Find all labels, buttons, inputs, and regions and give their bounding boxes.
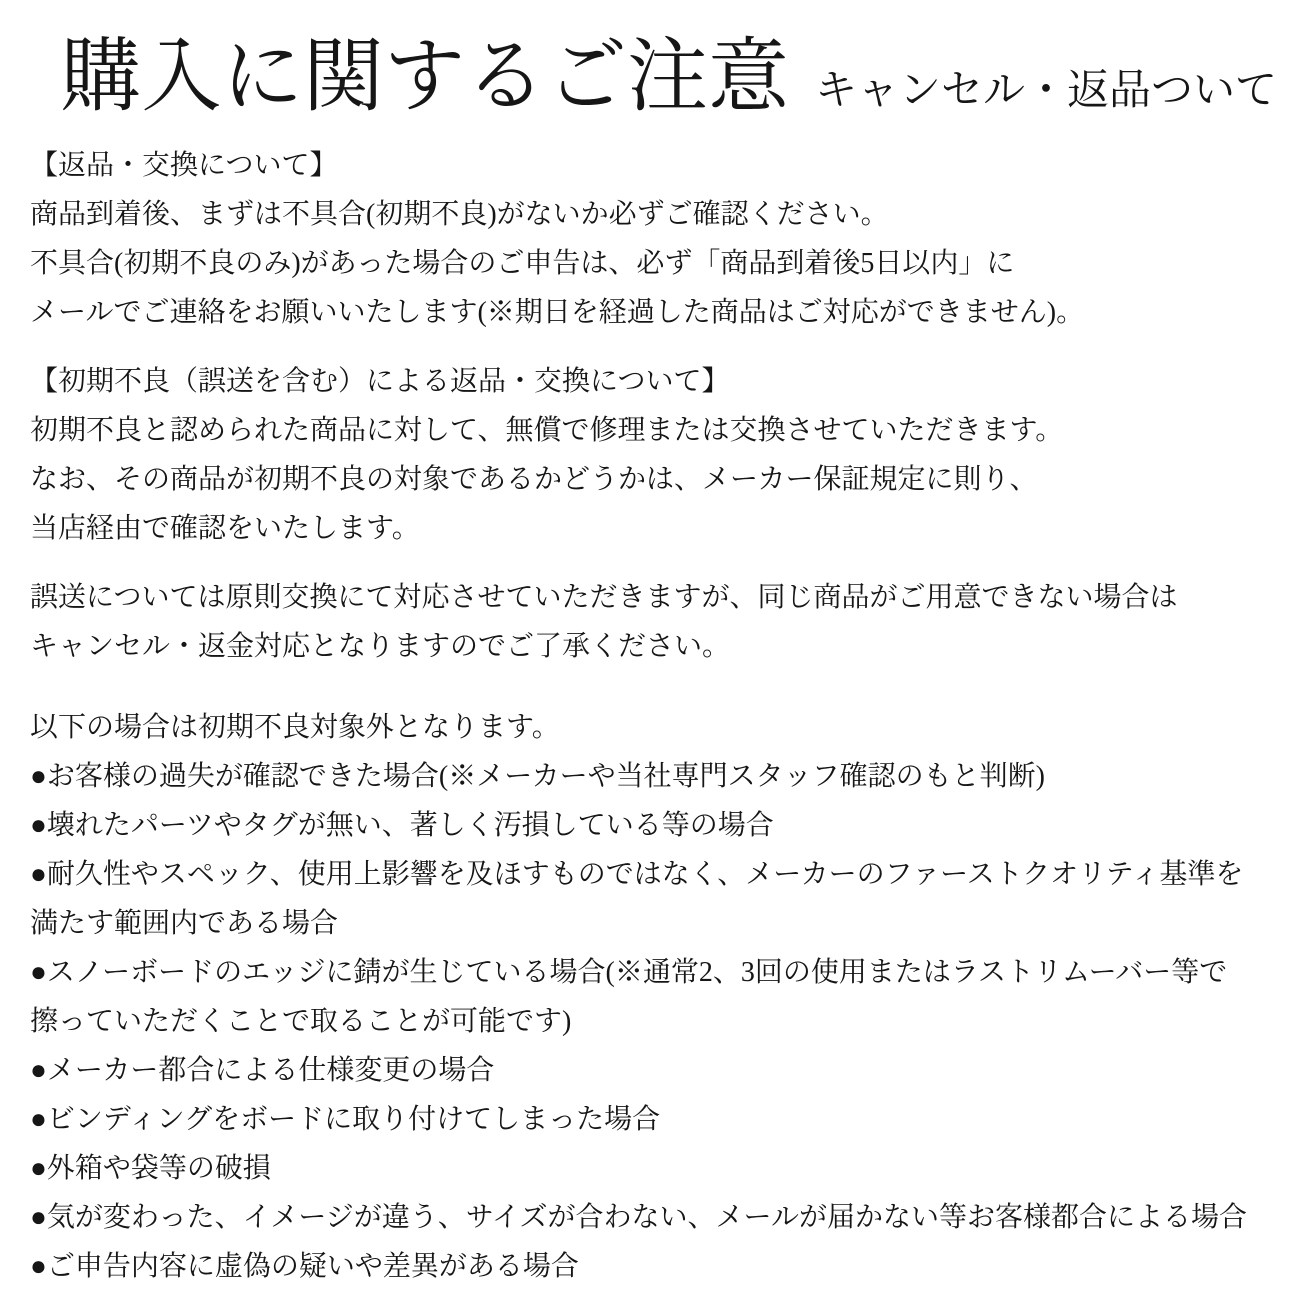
text-line: 商品到着後、まずは不具合(初期不良)がないか必ずご確認ください。 <box>30 199 889 231</box>
page-subtitle: キャンセル・返品ついて <box>815 68 1278 114</box>
bullet-item: ●気が変わった、イメージが違う、サイズが合わない、メールが届かない等お客様都合による場合 <box>30 1202 1247 1234</box>
bullet-item: ●お客様の過失が確認できた場合(※メーカーや当社専門スタッフ確認のもと判断) <box>30 761 1046 793</box>
text-line: メールでご連絡をお願いいたします(※期日を経過した商品はご対応ができません)。 <box>30 297 1085 329</box>
text-line: 当店経由で確認をいたします。 <box>30 513 420 545</box>
exclusions-intro: 以下の場合は初期不良対象外となります。 <box>30 712 560 744</box>
page-title: 購入に関するご注意 <box>60 32 790 122</box>
section-exclusions <box>30 703 1272 1291</box>
bullet-item: ●外箱や袋等の破損 <box>30 1153 271 1185</box>
bullet-item: ●ご申告内容に虚偽の疑いや差異がある場合 <box>30 1251 579 1283</box>
bullet-item: ●ビンディングをボードに取り付けてしまった場合 <box>30 1104 661 1136</box>
section-initial-defect <box>30 357 1272 553</box>
text-line: 初期不良と認められた商品に対して、無償で修理または交換させていただきます。 <box>30 415 1064 447</box>
bullet-item: ●スノーボードのエッジに錆が生じている場合(※通常2、3回の使用またはラストリムーバー等で <box>30 957 1228 989</box>
text-line: キャンセル・返金対応となりますのでご了承ください。 <box>30 631 731 663</box>
bullet-item: ●壊れたパーツやタグが無い、著しく汚損している等の場合 <box>30 810 774 842</box>
text-line: 不具合(初期不良のみ)があった場合のご申告は、必ず「商品到着後5日以内」に <box>30 248 1015 280</box>
section-heading: 【初期不良（誤送を含む）による返品・交換について】 <box>30 366 730 398</box>
text-line: なお、その商品が初期不良の対象であるかどうかは、メーカー保証規定に則り、 <box>30 464 1038 496</box>
bullet-item: ●メーカー都合による仕様変更の場合 <box>30 1055 495 1087</box>
bullet-item: ●耐久性やスペック、使用上影響を及ほすものではなく、メーカーのファーストクオリティ基準を <box>30 859 1244 891</box>
notice-body <box>30 141 1272 1291</box>
title-row <box>30 32 1278 122</box>
text-line: 誤送については原則交換にて対応させていただきますが、同じ商品がご用意できない場合は <box>30 582 1178 614</box>
bullet-item-continuation: 擦っていただくことで取ることが可能です) <box>30 1006 572 1038</box>
section-misdelivery <box>30 573 1272 671</box>
section-returns-exchange <box>30 141 1272 337</box>
bullet-item-continuation: 満たす範囲内である場合 <box>30 908 339 940</box>
section-heading: 【返品・交換について】 <box>30 150 338 182</box>
